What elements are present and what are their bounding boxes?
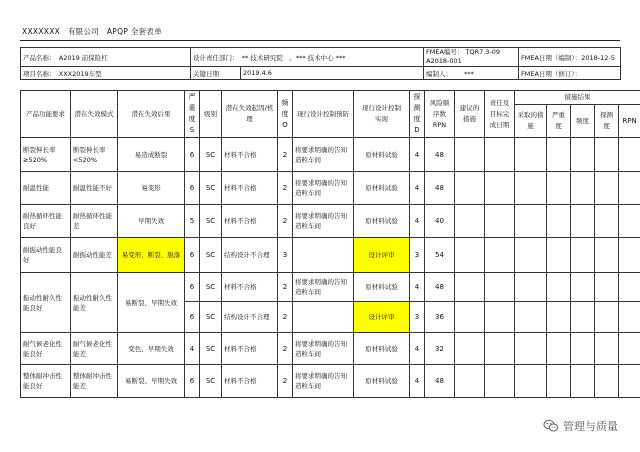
cell-occurrence: 2 — [278, 205, 293, 238]
cell-occurrence: 3 — [278, 238, 293, 273]
cell-empty — [515, 333, 547, 365]
cell-effect: 早期失效 — [118, 205, 185, 238]
header-severity: 严重度S — [185, 91, 200, 138]
cell-class: SC — [200, 172, 222, 205]
cell-cause: 材料不合格 — [222, 205, 278, 238]
cell-class: SC — [200, 238, 222, 273]
header-detect: 现行设计控制 实现 — [354, 91, 410, 138]
cell-prevent — [293, 238, 354, 273]
cell-empty — [571, 238, 595, 273]
cell-effect-highlight: 易变形、断裂、脱落 — [118, 238, 185, 273]
cell-occurrence: 2 — [278, 302, 293, 333]
cell-detect: 原材料试验 — [354, 273, 410, 302]
cell-detect: 原材料试验 — [354, 172, 410, 205]
cell-detection: 4 — [410, 333, 425, 365]
cell-empty — [571, 302, 595, 333]
cell-severity: 6 — [185, 172, 200, 205]
compiler-value: *** — [464, 69, 474, 78]
cell-detect: 原材料试验 — [354, 138, 410, 172]
cell-failure-mode: 耐气候老化性能差 — [71, 333, 118, 365]
fmea-number — [424, 48, 519, 67]
document-title: XXXXXXX 有限公司 APQP 全套表单 — [22, 27, 163, 36]
table-row — [21, 273, 640, 302]
cell-empty — [485, 138, 515, 172]
cell-empty — [455, 205, 485, 238]
cell-detection: 4 — [410, 172, 425, 205]
cell-effect: 易断裂、早期失效 — [118, 273, 185, 333]
product-name: 产品名称： A2019 前保险杠 — [21, 48, 191, 67]
fmea-table — [20, 90, 640, 398]
cell-prevent — [293, 302, 354, 333]
header-rpn: 风险顺序数RPN — [425, 91, 455, 138]
cell-rpn: 36 — [425, 302, 455, 333]
cell-empty — [619, 365, 640, 398]
fmea-date — [519, 48, 621, 67]
cell-function: 断裂伸长率≥520% — [21, 138, 71, 172]
cell-occurrence: 2 — [278, 333, 293, 365]
cell-function: 振动性耐久性能良好 — [21, 273, 71, 333]
cell-class: SC — [200, 333, 222, 365]
cell-empty — [485, 205, 515, 238]
cell-empty — [595, 172, 619, 205]
header-detection: 探测度D — [410, 91, 425, 138]
table-row — [21, 205, 640, 238]
cell-failure-mode: 断裂伸长率<520% — [71, 138, 118, 172]
cell-class: SC — [200, 138, 222, 172]
cell-empty — [455, 333, 485, 365]
cell-severity: 6 — [185, 138, 200, 172]
header-cause: 潜在失效起因/机理 — [222, 91, 278, 138]
wechat-icon — [543, 418, 559, 434]
cell-empty — [485, 333, 515, 365]
cell-empty — [455, 302, 485, 333]
header-action: 建议的措施 — [455, 91, 485, 138]
table-row — [21, 238, 640, 273]
compiler-label: 编制人： — [426, 69, 453, 78]
cell-detection: 4 — [410, 273, 425, 302]
table-row — [21, 333, 640, 365]
cell-empty — [547, 273, 571, 302]
cell-empty — [571, 273, 595, 302]
fmea-date-label: FMEA日期（编制）： — [521, 53, 582, 62]
cell-prevent: 将要求明确的告知造粒车间 — [293, 205, 354, 238]
header-res-action: 采取的措施 — [515, 105, 547, 138]
cell-empty — [595, 205, 619, 238]
cell-effect: 易变形 — [118, 172, 185, 205]
cell-empty — [455, 238, 485, 273]
cell-cause: 材料不合格 — [222, 365, 278, 398]
cell-occurrence: 2 — [278, 172, 293, 205]
cell-empty — [485, 238, 515, 273]
key-date-label: 关键日期 — [191, 67, 241, 80]
key-date-value: 2019.4.6 — [241, 67, 424, 80]
watermark — [543, 418, 618, 434]
table-row — [21, 365, 640, 398]
cell-cause: 材料不合格 — [222, 138, 278, 172]
cell-class: SC — [200, 273, 222, 302]
cell-detect: 原材料试验 — [354, 333, 410, 365]
cell-failure-mode: 耐热循环性能差 — [71, 205, 118, 238]
fmea-number-value2: A2018-001 — [426, 57, 462, 65]
header-res-rpn: RPN — [619, 105, 640, 138]
cell-rpn: 48 — [425, 365, 455, 398]
cell-rpn: 32 — [425, 333, 455, 365]
cell-empty — [547, 172, 571, 205]
cell-rpn: 54 — [425, 238, 455, 273]
cell-empty — [619, 302, 640, 333]
cell-empty — [571, 333, 595, 365]
cell-rpn: 48 — [425, 172, 455, 205]
cell-failure-mode: 耐温性能不好 — [71, 172, 118, 205]
cell-function: 耐振动性能良好 — [21, 238, 71, 273]
fmea-date-value: 2018-12-5 — [581, 53, 615, 62]
cell-severity: 6 — [185, 238, 200, 273]
table-row — [21, 172, 640, 205]
cell-empty — [515, 238, 547, 273]
cell-empty — [571, 365, 595, 398]
header-class: 级别 — [200, 91, 222, 138]
cell-cause: 材料不合格 — [222, 172, 278, 205]
cell-severity: 6 — [185, 273, 200, 302]
cell-detect-highlight: 设计评审 — [354, 302, 410, 333]
cell-function: 耐气候老化性能良好 — [21, 333, 71, 365]
cell-empty — [485, 273, 515, 302]
cell-detection: 4 — [410, 138, 425, 172]
cell-empty — [619, 205, 640, 238]
cell-occurrence: 2 — [278, 273, 293, 302]
cell-empty — [515, 205, 547, 238]
cell-cause: 结构设计不合理 — [222, 238, 278, 273]
cell-empty — [595, 238, 619, 273]
cell-detect: 原材料试验 — [354, 205, 410, 238]
cell-cause: 材料不合格 — [222, 333, 278, 365]
watermark-text: 管理与质量 — [563, 420, 618, 433]
cell-severity: 5 — [185, 205, 200, 238]
cell-severity: 6 — [185, 302, 200, 333]
cell-detection: 4 — [410, 365, 425, 398]
cell-empty — [619, 238, 640, 273]
cell-empty — [619, 172, 640, 205]
cell-cause: 材料不合格 — [222, 273, 278, 302]
cell-empty — [455, 172, 485, 205]
cell-empty — [515, 365, 547, 398]
cell-class: SC — [200, 365, 222, 398]
cell-class: SC — [200, 302, 222, 333]
cell-empty — [485, 365, 515, 398]
cell-effect: 易断裂、早期失效 — [118, 365, 185, 398]
cell-empty — [547, 138, 571, 172]
cell-occurrence: 2 — [278, 365, 293, 398]
cell-empty — [595, 333, 619, 365]
header-prevent: 现行设计控制预防 — [293, 91, 354, 138]
project-name: 项目名称： XXX2019车型 — [21, 67, 191, 80]
cell-prevent: 将要求明确的告知造粒车间 — [293, 333, 354, 365]
cell-empty — [547, 302, 571, 333]
compiler — [424, 67, 519, 80]
cell-empty — [547, 365, 571, 398]
header-res-detection: 探测度 — [595, 105, 619, 138]
cell-function: 耐热循环性能良好 — [21, 205, 71, 238]
cell-empty — [595, 273, 619, 302]
fmea-number-value: TQR7.3-09 — [465, 48, 501, 56]
table-row — [21, 138, 640, 172]
cell-detect: 原材料试验 — [354, 365, 410, 398]
cell-empty — [455, 365, 485, 398]
header-res-severity: 严重度 — [547, 105, 571, 138]
cell-empty — [595, 138, 619, 172]
cell-failure-mode: 耐振动性能差 — [71, 238, 118, 273]
cell-failure-mode: 振动性耐久性能差 — [71, 273, 118, 333]
cell-empty — [571, 172, 595, 205]
cell-empty — [485, 172, 515, 205]
cell-empty — [547, 238, 571, 273]
cell-class: SC — [200, 205, 222, 238]
header-results: 措施结果 — [515, 91, 640, 105]
cell-empty — [455, 273, 485, 302]
cell-occurrence: 2 — [278, 138, 293, 172]
cell-rpn: 40 — [425, 205, 455, 238]
cell-detection: 4 — [410, 205, 425, 238]
cell-empty — [619, 333, 640, 365]
cell-function: 整体耐冲击性能良好 — [21, 365, 71, 398]
header-responsibility: 责任及目标完成日期 — [485, 91, 515, 138]
meta-table — [20, 47, 621, 80]
cell-prevent: 将要求明确的告知造粒车间 — [293, 273, 354, 302]
design-dept: 设计责任部门： ** 技术研究院 、*** 技术中心 *** — [191, 48, 424, 67]
cell-empty — [515, 273, 547, 302]
cell-empty — [485, 302, 515, 333]
title-rule — [20, 40, 620, 41]
cell-empty — [515, 138, 547, 172]
header-failure-mode: 潜在失效模式 — [71, 91, 118, 138]
cell-severity: 6 — [185, 365, 200, 398]
cell-empty — [547, 333, 571, 365]
header-res-occurrence: 频度 — [571, 105, 595, 138]
cell-empty — [571, 138, 595, 172]
cell-empty — [595, 302, 619, 333]
cell-empty — [619, 138, 640, 172]
cell-empty — [515, 302, 547, 333]
cell-empty — [619, 273, 640, 302]
fmea-revision-date: FMEA日期（修订）： — [519, 67, 621, 80]
cell-failure-mode: 整体耐冲击性能差 — [71, 365, 118, 398]
header-effect: 潜在失效后果 — [118, 91, 185, 138]
cell-detection: 3 — [410, 302, 425, 333]
cell-detect-highlight: 设计评审 — [354, 238, 410, 273]
cell-function: 耐温性能 — [21, 172, 71, 205]
cell-empty — [515, 172, 547, 205]
cell-effect: 易造成断裂 — [118, 138, 185, 172]
cell-empty — [571, 205, 595, 238]
cell-empty — [547, 205, 571, 238]
cell-prevent: 将要求明确的告知造粒车间 — [293, 138, 354, 172]
cell-rpn: 48 — [425, 273, 455, 302]
cell-detection: 3 — [410, 238, 425, 273]
fmea-number-label: FMEA编号： — [426, 48, 464, 56]
cell-empty — [595, 365, 619, 398]
header-occurrence: 频度O — [278, 91, 293, 138]
cell-cause: 结构设计不合理 — [222, 302, 278, 333]
cell-prevent: 将要求明确的告知造粒车间 — [293, 172, 354, 205]
header-function: 产品功能要求 — [21, 91, 71, 138]
cell-empty — [455, 138, 485, 172]
cell-effect: 变色、早期失效 — [118, 333, 185, 365]
cell-rpn: 48 — [425, 138, 455, 172]
cell-prevent: 将要求明确的告知造粒车间 — [293, 365, 354, 398]
cell-severity: 4 — [185, 333, 200, 365]
